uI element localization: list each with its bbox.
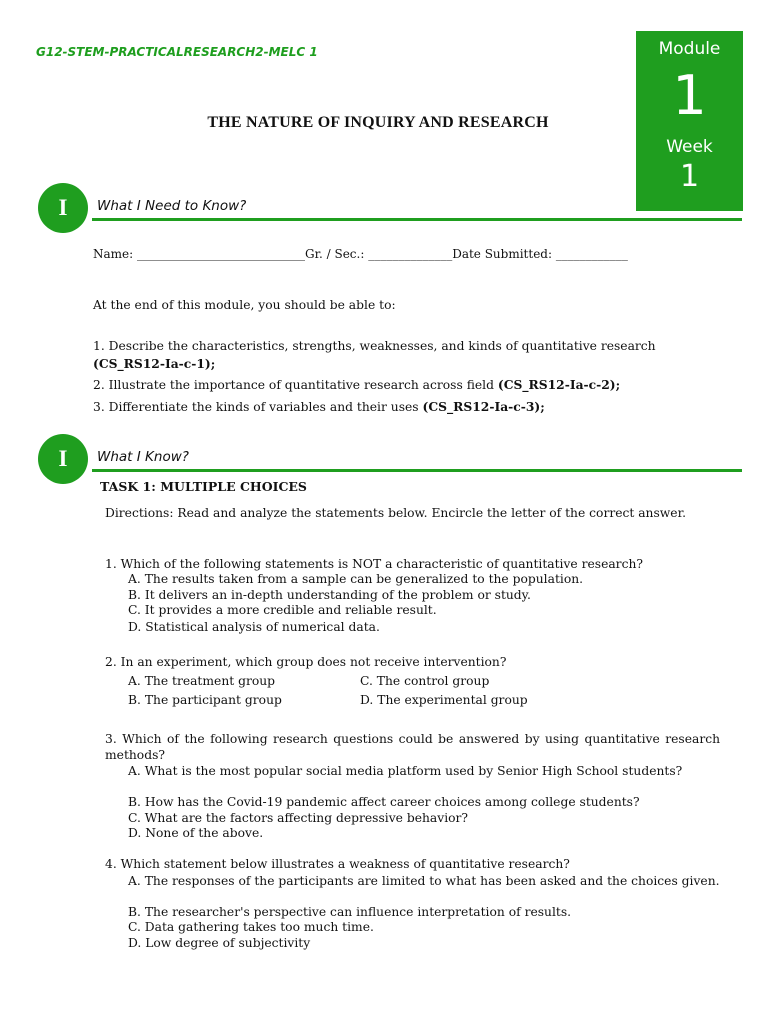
- objective-2: [93, 377, 620, 393]
- section-badge-what-i-need-to-know: I: [38, 183, 88, 233]
- question-4-choice-d: D. Low degree of subjectivity: [128, 936, 311, 950]
- objective-3-code: (CS_RS12-Ia-c-3);: [422, 399, 545, 414]
- question-3-choice-d: D. None of the above.: [128, 826, 264, 840]
- question-2-choice-c: C. The control group: [360, 674, 490, 688]
- objective-2-code: (CS_RS12-Ia-c-2);: [497, 377, 621, 392]
- question-1-choice-c: C. It provides a more credible and reliable result.: [128, 603, 437, 617]
- question-4-choice-b: B. The researcher's perspective can influence interpretation of results.: [128, 905, 572, 919]
- question-1-choice-d: D. Statistical analysis of numerical data.: [128, 620, 380, 634]
- question-4: 4. Which statement below illustrates a weakness of quantitative research?: [105, 857, 570, 871]
- task-heading: TASK 1: MULTIPLE CHOICES: [100, 479, 307, 494]
- objective-2-text: 2. Illustrate the importance of quantitative research across field: [93, 378, 498, 392]
- section-divider: [92, 218, 742, 221]
- section-title-what-i-need-to-know: What I Need to Know?: [97, 198, 247, 214]
- page-title: THE NATURE OF INQUIRY AND RESEARCH: [207, 114, 549, 131]
- question-3-choice-b: B. How has the Covid-19 pandemic affect career choices among college students?: [128, 795, 640, 809]
- week-label: Week: [666, 137, 713, 157]
- question-3-choice-c: C. What are the factors affecting depressive behavior?: [128, 811, 469, 825]
- name-field-line: Name: ____________________________Gr. / Sec.: ______________Date Submitted: ____________: [93, 247, 628, 261]
- objective-1-code: (CS_RS12-Ia-c-1);: [93, 356, 216, 371]
- week-number: 1: [679, 159, 700, 194]
- directions: [105, 505, 720, 521]
- question-3: 3. Which of the following research questions could be answered by using quantitative research methods?: [105, 732, 720, 762]
- question-1-choice-b: B. It delivers an in-depth understanding of the problem or study.: [128, 588, 531, 602]
- question-4-choice-a: A. The responses of the participants are limited to what has been asked and the choices given.: [128, 874, 720, 888]
- objectives-intro: At the end of this module, you should be able to:: [93, 298, 396, 312]
- question-2: 2. In an experiment, which group does not receive intervention?: [105, 655, 507, 669]
- question-1-choice-a: A. The results taken from a sample can be generalized to the population.: [128, 572, 584, 586]
- objective-1: 1. Describe the characteristics, strengths, weaknesses, and kinds of quantitative research: [93, 339, 656, 353]
- question-2-choice-b: B. The participant group: [128, 693, 282, 707]
- section-title-what-i-know: What I Know?: [97, 449, 189, 465]
- question-3-choice-a: A. What is the most popular social media platform used by Senior High School students?: [128, 764, 683, 778]
- module-number: 1: [672, 64, 707, 127]
- section-divider: [92, 469, 742, 472]
- objective-3-text: 3. Differentiate the kinds of variables and their uses: [93, 400, 423, 414]
- directions-text: Directions: Read and analyze the statements below. Encircle the letter of the correct answer.: [105, 506, 687, 520]
- question-4-choice-c: C. Data gathering takes too much time.: [128, 920, 374, 934]
- question-1: 1. Which of the following statements is NOT a characteristic of quantitative research?: [105, 557, 643, 571]
- question-2-choice-a: A. The treatment group: [128, 674, 276, 688]
- section-badge-what-i-know: I: [38, 434, 88, 484]
- module-code: G12-STEM-PRACTICALRESEARCH2-MELC 1: [36, 45, 318, 59]
- objective-3: [93, 399, 545, 415]
- module-label: Module: [658, 39, 721, 59]
- question-2-choice-d: D. The experimental group: [360, 693, 528, 707]
